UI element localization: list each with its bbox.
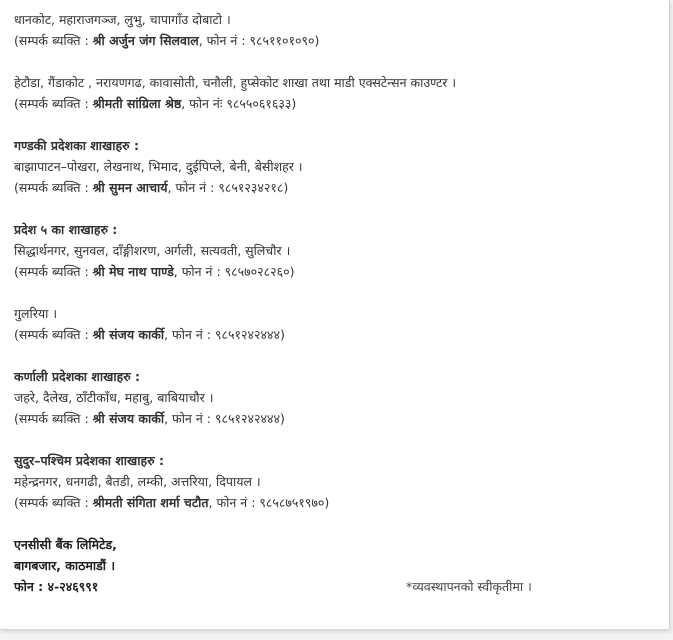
contact-line	[14, 177, 661, 198]
contact-line	[14, 261, 661, 282]
contact-phone: , फोन नं : ९८५१२४२४४४)	[164, 327, 285, 342]
branch-places: धानकोट, महाराजगञ्ज, लुभु, चापागाँउ दोबाटो ।	[14, 12, 231, 27]
contact-phone: , फोन नं : ९८५७०२८२६०)	[173, 264, 295, 279]
bank-address: बागबजार, काठमाडौं ।	[14, 558, 116, 573]
contact-line	[14, 30, 661, 51]
contact-prefix: (सम्पर्क ब्यक्ति :	[14, 327, 93, 342]
bank-phone-row	[14, 576, 661, 597]
contact-name: श्री संजय कार्की	[92, 327, 165, 342]
contact-prefix: (सम्पर्क ब्यक्ति :	[14, 96, 93, 111]
branch-list	[14, 9, 661, 597]
contact-prefix: (सम्पर्क ब्यक्ति :	[14, 264, 93, 279]
contact-prefix: (सम्पर्क ब्यक्ति :	[14, 411, 93, 426]
section-heading-province-5: प्रदेश ५ का शाखाहरु :	[14, 222, 118, 237]
approval-note: *व्यवस्थापनको स्वीकृतीमा ।	[406, 579, 532, 594]
contact-name: श्री अर्जुन जंग सिलवाल	[92, 33, 199, 48]
contact-name: श्री मेघ नाथ पाण्डे	[92, 264, 174, 279]
contact-phone: , फोन नं : ९८५१२३४२१८)	[167, 180, 289, 195]
contact-phone: , फोन नं : ९८५१२४२४४४)	[164, 411, 285, 426]
branch-places: गुलरिया ।	[14, 306, 58, 321]
contact-name: श्री संजय कार्की	[92, 411, 165, 426]
contact-name: श्रीमती संगिता शर्मा चटौत	[92, 495, 209, 510]
contact-line	[14, 408, 661, 429]
branch-places: सिद्धार्थनगर, सुनवल, दाँङ्गीशरण, अर्गली, सत्यवती, सुलिचौर ।	[14, 243, 291, 258]
contact-line	[14, 93, 661, 114]
branch-places: हेटौडा, गैंडाकोट , नरायणगढ, कावासोती, चनौली, हुप्सेकोट शाखा तथा माडी एक्सटेन्सन काउण्टर ।	[14, 75, 457, 90]
contact-name: श्रीमती सांग्रिला श्रेष्ठ	[92, 96, 182, 111]
bank-phone: फोन : ४-२४६९९१	[14, 579, 99, 594]
section-heading-gandaki: गण्डकी प्रदेशका शाखाहरु :	[14, 138, 139, 153]
branch-places: जहरे, दैलेख, ठाँटीकाँध, महाबु, बाबियाचौर ।	[14, 390, 214, 405]
contact-name: श्री सुमन आचार्य	[92, 180, 168, 195]
contact-prefix: (सम्पर्क ब्यक्ति :	[14, 495, 93, 510]
bank-name: एनसीसी बैंक लिमिटेड,	[14, 537, 117, 552]
section-heading-sudurpaschim: सुदुर–पश्चिम प्रदेशका शाखाहरु :	[14, 453, 164, 468]
branch-places: बाझापाटन–पोखरा, लेखनाथ, भिमाद, दुईपिप्ले, बेनी, बेसीशहर ।	[14, 159, 303, 174]
contact-prefix: (सम्पर्क ब्यक्ति :	[14, 180, 93, 195]
contact-line	[14, 324, 661, 345]
contact-prefix: (सम्पर्क ब्यक्ति :	[14, 33, 93, 48]
section-heading-karnali: कर्णाली प्रदेशका शाखाहरु :	[14, 369, 141, 384]
branch-places: महेन्द्रनगर, धनगढी, बैतडी, लम्की, अत्तरिया, दिपायल ।	[14, 474, 261, 489]
contact-phone: , फोन नं : ९८५८७५१९७०)	[208, 495, 330, 510]
contact-phone: , फोन नंः ९८५५०६१६३३)	[181, 96, 297, 111]
contact-phone: , फोन नं : ९८५११०१०९०)	[198, 33, 320, 48]
contact-line	[14, 492, 661, 513]
